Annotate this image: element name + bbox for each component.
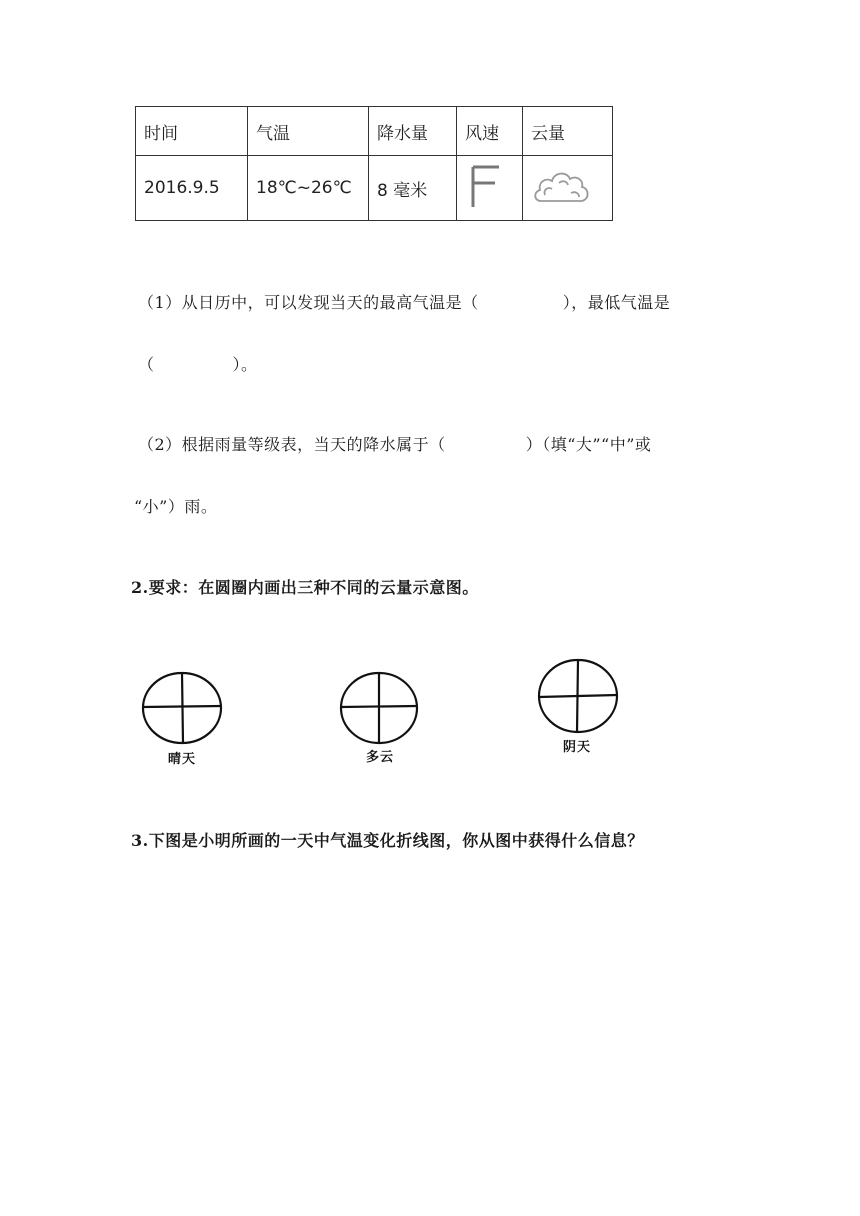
cell-cloud-cover	[523, 156, 613, 221]
question3-title	[131, 828, 644, 851]
weather-data-table	[135, 106, 613, 221]
wind-speed-symbol-icon	[465, 161, 505, 211]
question2-number: 2.	[131, 578, 149, 597]
header-precipitation: 降水量	[369, 107, 457, 156]
question1-part2-prompt-a: （2）根据雨量等级表，当天的降水属于（	[138, 435, 446, 454]
question1-part1-line1	[138, 290, 670, 313]
header-temperature: 气温	[248, 107, 369, 156]
circle-label-partly-cloudy: 多云	[366, 750, 395, 765]
question1-part2-line2: “小”）雨。	[134, 497, 218, 516]
circle-label-sunny: 晴天	[168, 752, 197, 767]
cell-temperature: 18℃~26℃	[248, 156, 369, 221]
cell-wind-speed	[457, 156, 523, 221]
circle-label-overcast: 阴天	[563, 740, 592, 755]
cloud-icon	[531, 163, 593, 209]
table-header-row	[136, 107, 613, 156]
cloud-circle-partly-cloudy[interactable]	[337, 670, 423, 748]
question1-part2-line1	[138, 432, 651, 455]
question1-part1-prompt-d: ）。	[232, 355, 258, 374]
question1-part1-prompt-a: （1）从日历中，可以发现当天的最高气温是（	[138, 293, 479, 312]
question2-title	[131, 575, 479, 598]
cloud-circle-overcast[interactable]	[535, 657, 621, 737]
cloud-circle-sunny[interactable]	[140, 670, 226, 748]
question1-part1-prompt-b: ），最低气温是	[562, 293, 671, 312]
question3-text: 下图是小明所画的一天中气温变化折线图，你从图中获得什么信息？	[148, 831, 644, 850]
cell-precipitation: 8 毫米	[369, 156, 457, 221]
question2-text: 要求：在圆圈内画出三种不同的云量示意图。	[148, 578, 479, 597]
question3-number: 3.	[131, 831, 149, 850]
question1-part2-prompt-b: ）（填“大”“中”或	[525, 435, 652, 454]
header-cloud-cover: 云量	[523, 107, 613, 156]
table-row	[136, 156, 613, 221]
cell-date: 2016.9.5	[136, 156, 248, 221]
question1-part1-line2	[138, 352, 258, 375]
header-time: 时间	[136, 107, 248, 156]
question1-part1-prompt-c: （	[138, 355, 155, 374]
header-wind-speed: 风速	[457, 107, 523, 156]
